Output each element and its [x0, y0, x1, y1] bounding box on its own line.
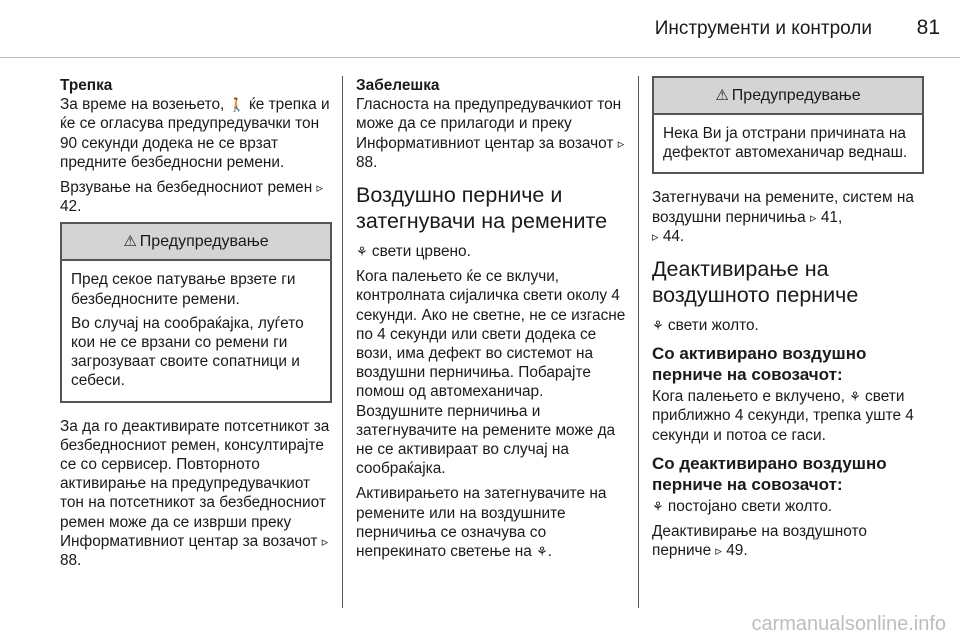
- page-link[interactable]: 88.: [60, 552, 82, 570]
- subheading-airbag-deactivated: Со деактивирано воздушно перниче на совозачот:: [652, 453, 887, 494]
- column-divider-1: [342, 76, 343, 608]
- section-heading-blink: Трепка: [60, 77, 113, 94]
- column-3: [652, 76, 924, 566]
- note-text: Гласноста на предупредувачкиот тон може да се прилагоди и преку Информативниот центар за возачот ▹ 88.: [356, 96, 625, 171]
- paragraph: Врзување на безбедносниот ремен ▹ 42.: [60, 179, 324, 216]
- section-heading-airbag: Воздушно перниче и затегнувачи на ремените: [356, 183, 608, 234]
- page-number: 81: [916, 16, 940, 39]
- warning-header: ⚠ Предупредување: [654, 78, 922, 115]
- page-link[interactable]: 41,: [820, 208, 843, 226]
- paragraph: Затегнувачи на ремените, систем на воздушни перничиња ▹ 41, ▹ 44.: [652, 189, 914, 245]
- warning-body: Нека Ви ја отстрани причината на дефектот автомеханичар веднаш.: [663, 125, 908, 162]
- page-link[interactable]: 49.: [726, 542, 748, 560]
- paragraph: ⚘ постојано свети жолто.: [652, 497, 833, 515]
- page-reference-icon: ▹: [810, 209, 817, 225]
- paragraph: За време на возењето, 🚶 ќе трепка и ќе се огласува предупредувачки тон 90 секунди додека не се врзат предните безбедносни ремени.: [60, 96, 330, 171]
- airbag-off-icon: ⚘: [652, 318, 664, 334]
- subheading-airbag-activated: Со активирано воздушно перниче на совозачот:: [652, 344, 867, 385]
- paragraph: ⚘ свети црвено.: [356, 243, 471, 261]
- paragraph: Кога палењето е вклучено, ⚘ свети приближно 4 секунди, трепка уште 4 секунди и потоа се гаси.: [652, 388, 914, 444]
- paragraph: ⚘ свети жолто.: [652, 317, 759, 335]
- page-reference-icon: ▹: [316, 180, 324, 196]
- airbag-off-icon: ⚘: [849, 389, 861, 405]
- paragraph: Кога палењето ќе се вклучи, контролната сијаличка свети околу 4 секунди. Ако не светне, не се изгасне по 4 секунди или свети додека се вози, има дефект во системот на воздушни перничиња. Побарајте помош од автомеханичар. Воздушните перничиња и затегнувачите на ремените може да не се активираат во случај на сообраќајка.: [356, 268, 626, 478]
- warning-box: [60, 222, 332, 402]
- page-link[interactable]: 88.: [356, 153, 378, 171]
- column-2: [356, 76, 628, 567]
- airbag-off-icon: ⚘: [652, 498, 664, 514]
- warning-triangle-icon: ⚠: [715, 86, 729, 104]
- note-heading: Забелешка: [356, 77, 440, 94]
- paragraph: Активирањето на затегнувачите на ремените или на воздушните перничиња се означува со непрекинато светење на ⚘.: [356, 485, 607, 561]
- page-reference-icon: ▹: [715, 543, 722, 559]
- section-heading-airbag-deactivation: Деактивирање на воздушното перниче: [652, 257, 859, 308]
- page-reference-icon: ▹: [652, 228, 659, 244]
- page-reference-icon: ▹: [321, 533, 329, 549]
- watermark-logo: carmanualsonline.info: [751, 613, 946, 635]
- header-divider: [0, 57, 960, 58]
- warning-body: Пред секое патување врзете ги безбедносните ремени. Во случај на сообраќајка, луѓето кои не се врзани со ремени ги загрозуваат своите сопатници и себеси.: [71, 271, 304, 390]
- column-divider-2: [638, 76, 639, 608]
- warning-box: [652, 76, 924, 174]
- warning-triangle-icon: ⚠: [123, 233, 137, 251]
- page-link[interactable]: 44.: [662, 227, 685, 245]
- airbag-warning-icon: ⚘: [356, 244, 368, 260]
- page-reference-icon: ▹: [617, 135, 625, 151]
- column-1: [60, 76, 332, 576]
- seatbelt-warning-icon: 🚶: [228, 97, 245, 113]
- airbag-warning-icon: ⚘: [536, 544, 548, 560]
- page-link[interactable]: 42.: [60, 198, 82, 216]
- header-title: Инструменти и контроли: [654, 18, 872, 39]
- warning-header: ⚠ Предупредување: [62, 224, 330, 261]
- paragraph: Деактивирање на воздушното перниче ▹ 49.: [652, 523, 867, 560]
- paragraph: За да го деактивирате потсетникот за безбедносниот ремен, консултирајте се со сервисер. Повторното активирање на предупредувачкиот тон на потсетникот за безбедносниот ремен може да се изврши преку Информативниот центар за возачот ▹ 88.: [60, 417, 330, 570]
